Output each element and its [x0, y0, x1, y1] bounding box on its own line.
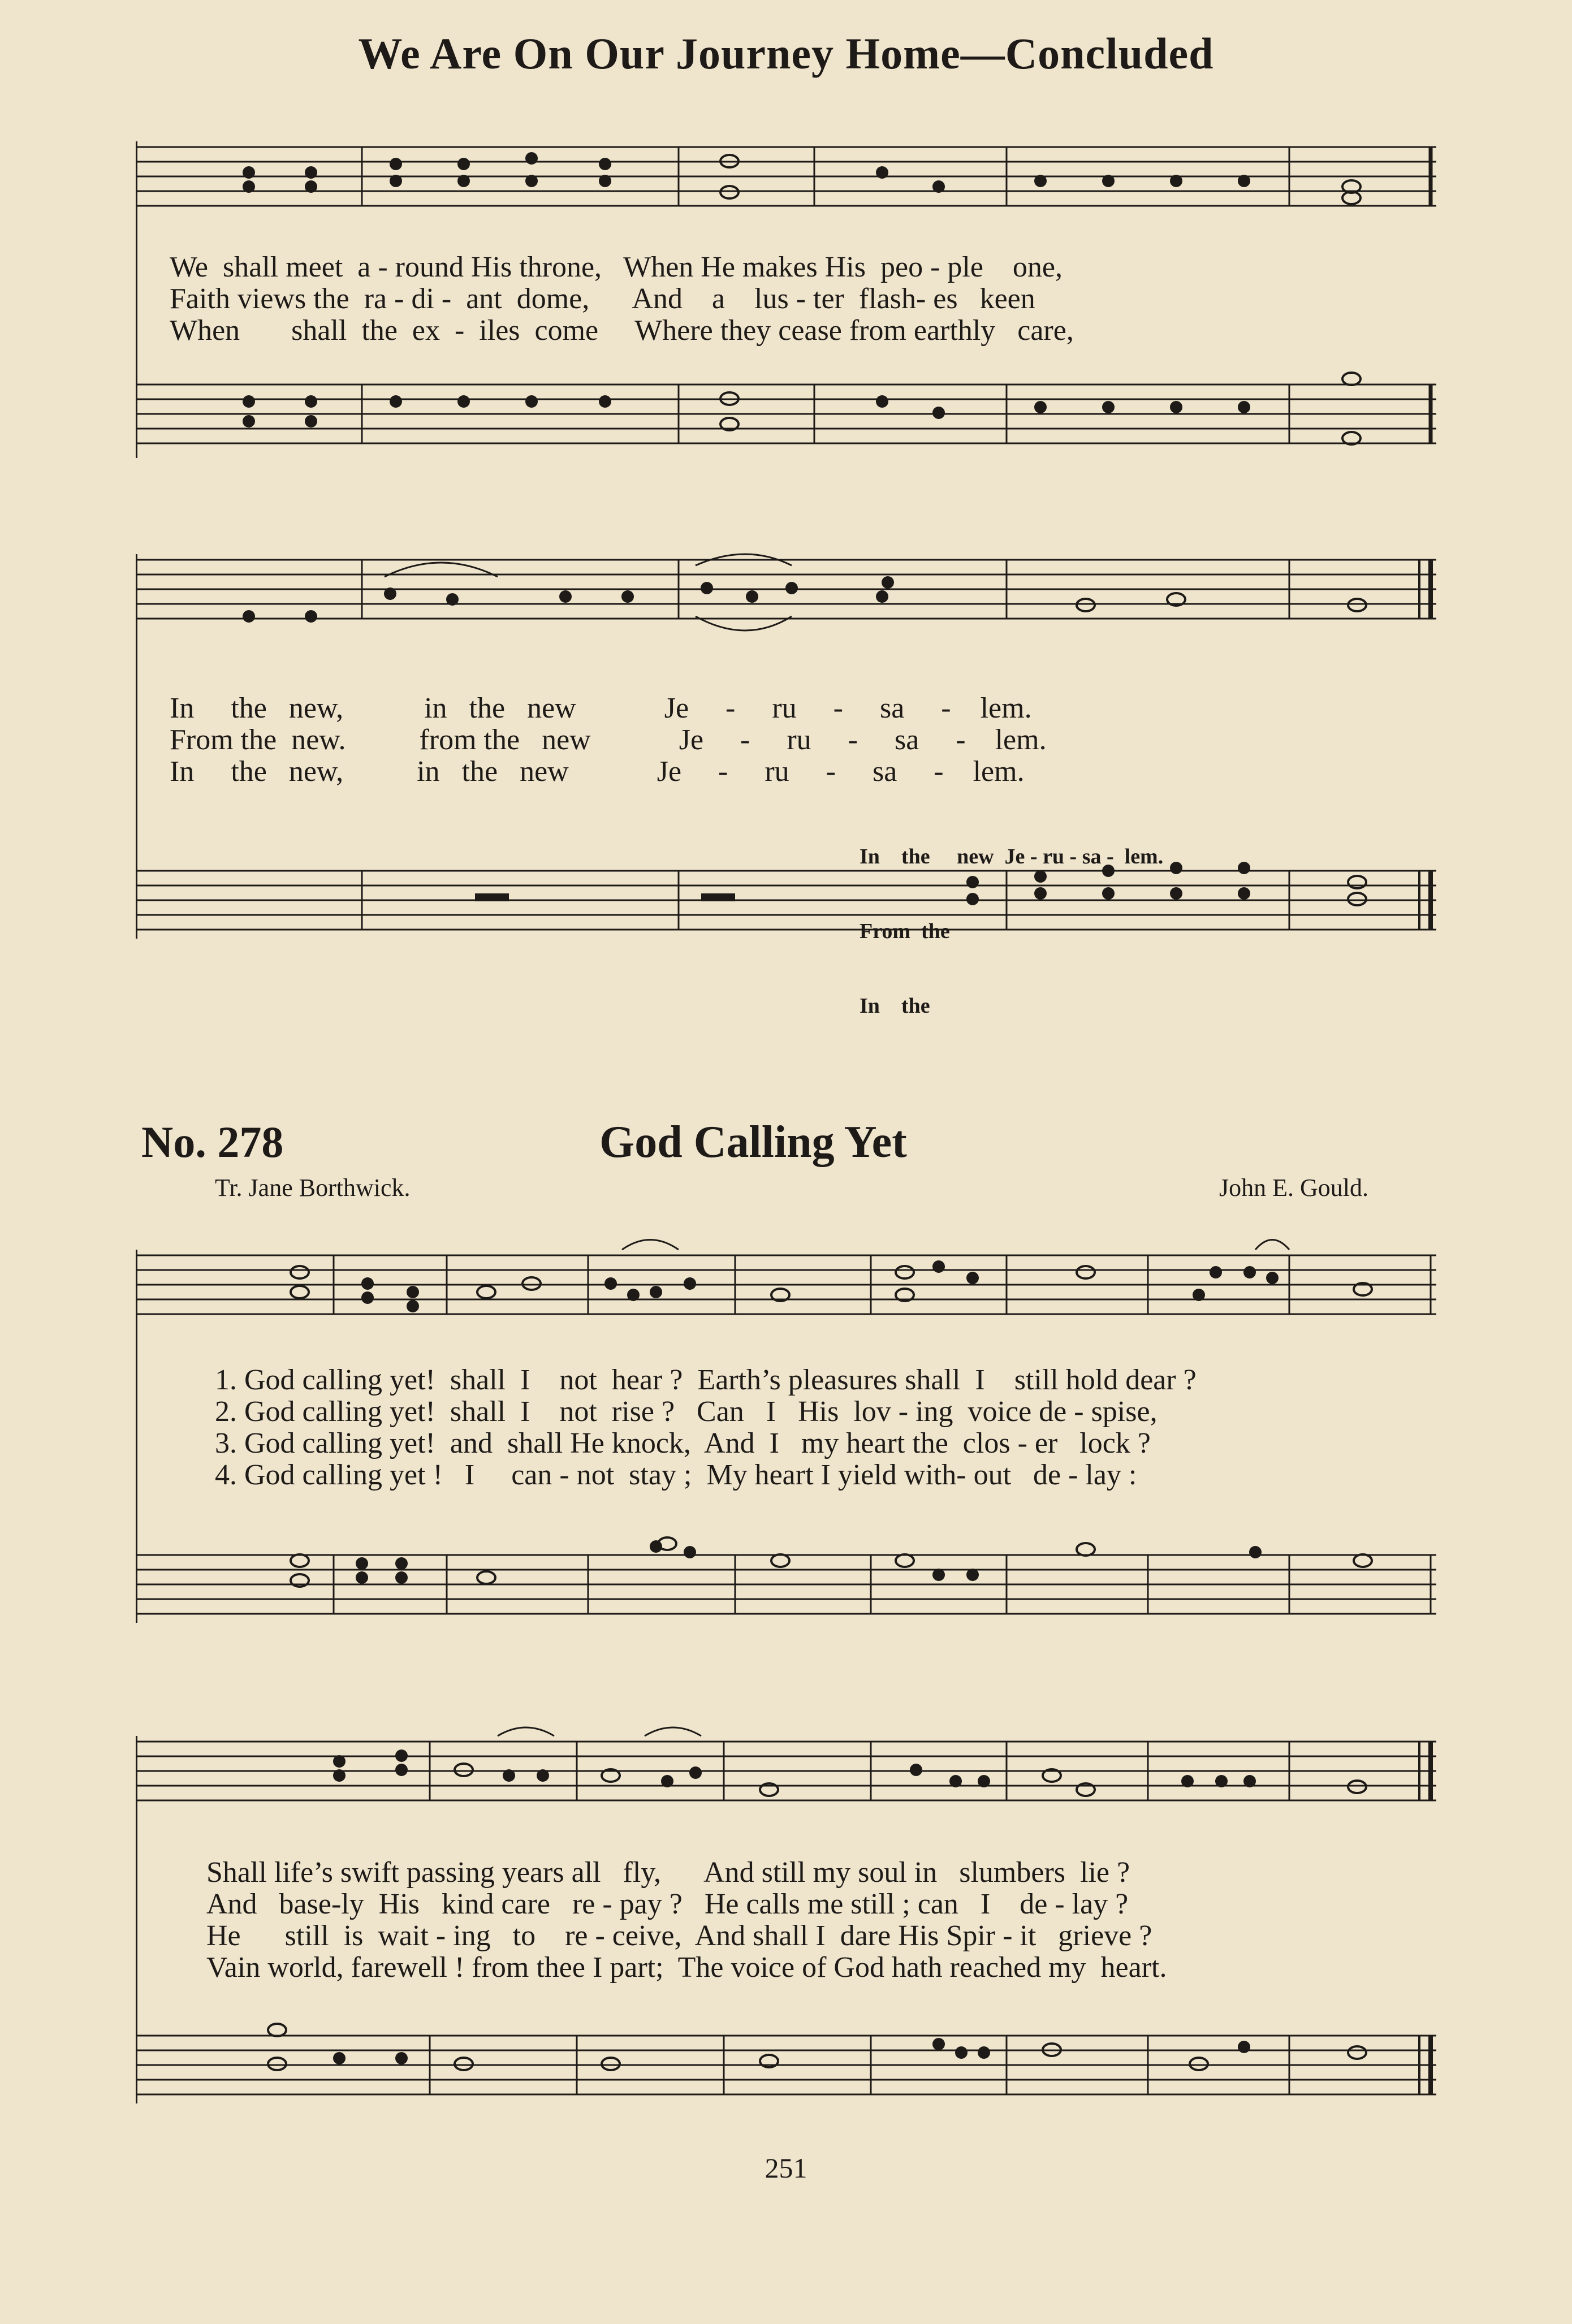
lyric-line: Shall life’s swift passing years all fly, And still my soul in slumbers lie ? — [206, 1856, 1130, 1889]
hymn-system-2-lyrics — [206, 1857, 1479, 1984]
words-credit: Tr. Jane Borthwick. — [215, 1174, 411, 1202]
lyric-line: Vain world, farewell ! from thee I part; The voice of God hath reached my heart. — [206, 1951, 1167, 1984]
lyric-line: And base-ly His kind care re - pay ? He calls me still ; can I de - lay ? — [206, 1888, 1129, 1920]
hymn-title: God Calling Yet — [599, 1117, 907, 1167]
music-credit: John E. Gould. — [1219, 1174, 1368, 1202]
lyric-line: In the — [860, 994, 930, 1018]
lyric-line: Faith views the ra - di - ant dome, And a lus - ter flash- es keen — [170, 283, 1035, 315]
lyric-line: When shall the ex - iles come Where they cease from earthly care, — [170, 314, 1074, 347]
lyric-line: In the new Je - ru - sa - lem. — [860, 845, 1164, 869]
page-number: 251 — [765, 2152, 807, 2184]
lyric-line: We shall meet a - round His throne, When He makes His peo - ple one, — [170, 251, 1063, 283]
lyric-line: From the new. from the new Je - ru - sa - lem. — [170, 724, 1047, 756]
hymn-number: No. 278 — [141, 1117, 284, 1167]
lyric-line: 3. God calling yet! and shall He knock, And I my heart the clos - er lock ? — [215, 1427, 1151, 1459]
lyric-line: 2. God calling yet! shall I not rise ? Can I His lov - ing voice de - spise, — [215, 1396, 1158, 1428]
bass-echo-lyrics — [860, 794, 1163, 1068]
lyric-line: From the — [860, 919, 950, 943]
first-hymn-system-2-lyrics — [170, 693, 1442, 788]
first-hymn-system-1-lyrics — [170, 252, 1442, 347]
lyric-line: 1. God calling yet! shall I not hear ? Earth’s pleasures shall I still hold dear ? — [215, 1364, 1197, 1396]
lyric-line: 4. God calling yet ! I can - not stay ; My heart I yield with- out de - lay : — [215, 1459, 1137, 1491]
lyric-line: In the new, in the new Je - ru - sa - lem. — [170, 755, 1025, 788]
lyric-line: In the new, in the new Je - ru - sa - lem. — [170, 692, 1032, 724]
lyric-line: He still is wait - ing to re - ceive, And shall I dare His Spir - it grieve ? — [206, 1920, 1152, 1952]
continued-hymn-title: We Are On Our Journey Home—Concluded — [358, 29, 1214, 78]
hymn-system-1-lyrics — [215, 1364, 1487, 1491]
